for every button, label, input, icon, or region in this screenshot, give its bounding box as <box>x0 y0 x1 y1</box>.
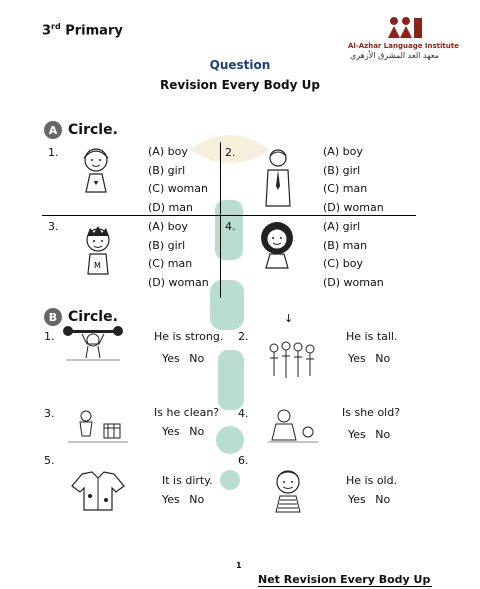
b-question-3-text: Is he clean? <box>154 406 220 419</box>
footer-title: Net Revision Every Body Up <box>258 573 431 586</box>
girl-illustration <box>76 144 116 194</box>
b-question-2-answers[interactable]: Yes No <box>348 352 391 365</box>
a3-option-b[interactable]: (B) girl <box>148 238 186 252</box>
a3-option-a[interactable]: (A) boy <box>148 220 188 233</box>
b-question-2-number: 2. <box>238 330 249 343</box>
institute-name-en: Al-Azhar Language Institute <box>348 42 459 50</box>
boy-illustration <box>78 224 118 276</box>
a2-option-c[interactable]: (C) man <box>323 182 368 195</box>
a1-option-c[interactable]: (C) woman <box>148 182 208 195</box>
a-question-3-number: 3. <box>48 220 59 233</box>
footer-underline <box>258 586 432 587</box>
a3-option-c[interactable]: (C) man <box>148 257 193 270</box>
down-arrow-icon: ↓ <box>284 312 294 325</box>
a4-option-b[interactable]: (B) man <box>323 238 368 252</box>
grid-divider-vertical <box>220 142 221 298</box>
a-question-2-options <box>323 143 384 217</box>
b-question-1-text: He is strong. <box>154 330 224 343</box>
svg-text:M: M <box>94 261 101 270</box>
b-question-5-number: 5. <box>44 454 55 467</box>
a1-option-a[interactable]: (A) boy <box>148 145 188 158</box>
section-a-heading <box>44 121 118 139</box>
b-question-6-answers[interactable]: Yes No <box>348 493 391 506</box>
b-question-5-answers[interactable]: Yes No <box>162 493 205 506</box>
a2-option-d[interactable]: (D) woman <box>323 200 384 214</box>
a2-option-a[interactable]: (A) boy <box>323 145 363 158</box>
institute-logo <box>380 14 424 40</box>
a-question-1-options <box>148 143 208 217</box>
a4-option-c[interactable]: (C) boy <box>323 257 363 270</box>
grade-label: 3rd Primary <box>42 22 123 39</box>
boy-washing-illustration <box>66 408 130 444</box>
page-title: Question <box>209 58 271 72</box>
section-b-title: Circle. <box>68 309 118 325</box>
b-question-5-text: It is dirty. <box>162 474 213 487</box>
b-question-1-answers[interactable]: Yes No <box>162 352 205 365</box>
b-question-3-answers[interactable]: Yes No <box>162 425 205 438</box>
b-question-6-text: He is old. <box>346 474 398 487</box>
section-a-title: Circle. <box>68 122 118 138</box>
institute-name-ar: معهد العد المشرق الأزهري <box>350 51 439 60</box>
a4-option-a[interactable]: (A) girl <box>323 220 361 233</box>
b-question-1-number: 1. <box>44 330 55 343</box>
b-question-4-text: Is she old? <box>342 406 401 419</box>
section-b-badge: B <box>44 308 62 326</box>
a1-option-d[interactable]: (D) man <box>148 200 193 214</box>
a2-option-b[interactable]: (B) girl <box>323 163 361 177</box>
a3-option-d[interactable]: (D) woman <box>148 275 209 289</box>
a1-option-b[interactable]: (B) girl <box>148 163 186 177</box>
b-question-4-number: 4. <box>238 407 249 420</box>
page-number: 1 <box>236 561 242 570</box>
old-man-illustration <box>268 468 308 514</box>
woman-illustration <box>256 218 298 270</box>
page-subtitle: Revision Every Body Up <box>160 78 320 92</box>
strong-man-illustration <box>62 324 124 362</box>
a-question-4-number: 4. <box>225 220 236 233</box>
man-illustration <box>258 146 298 208</box>
a-question-4-options <box>323 218 384 292</box>
a4-option-d[interactable]: (D) woman <box>323 275 384 289</box>
dirty-shirt-illustration <box>70 470 126 512</box>
section-a-badge: A <box>44 121 62 139</box>
a-question-3-options <box>148 218 209 292</box>
b-question-2-text: He is tall. <box>346 330 398 343</box>
b-question-4-answers[interactable]: Yes No <box>348 428 391 441</box>
a-question-2-number: 2. <box>225 146 236 159</box>
b-question-6-number: 6. <box>238 454 249 467</box>
a-question-1-number: 1. <box>48 146 59 159</box>
b-question-3-number: 3. <box>44 407 55 420</box>
old-woman-illustration <box>266 406 320 444</box>
children-group-illustration <box>264 340 318 380</box>
